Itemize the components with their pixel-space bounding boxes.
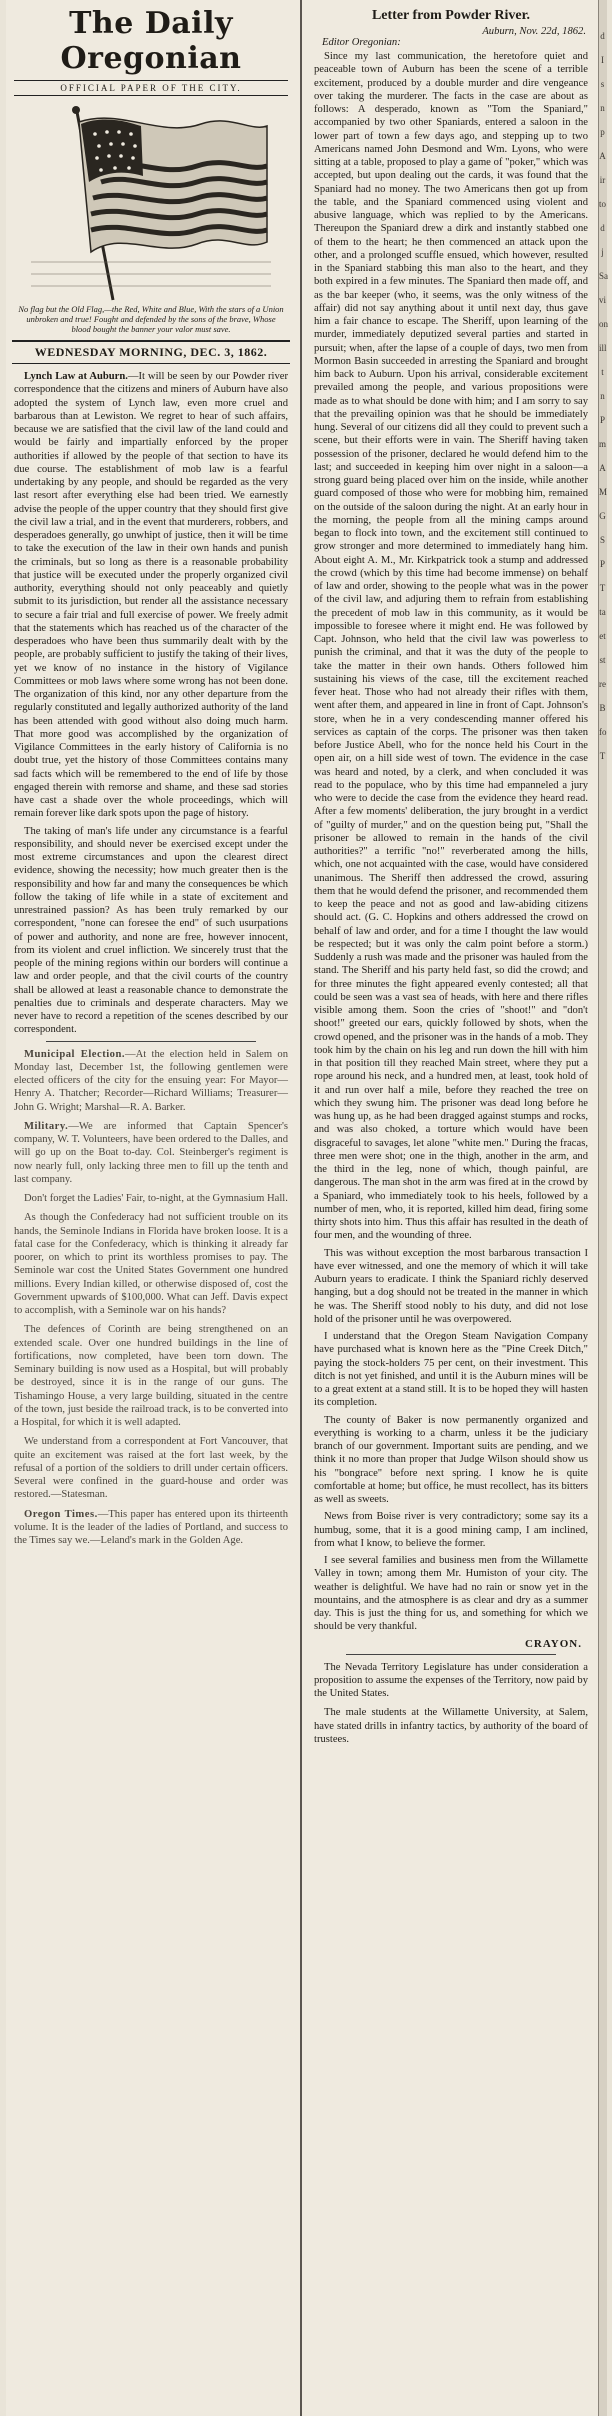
letter-headline: Letter from Powder River. xyxy=(371,8,531,23)
letter-paragraph: Since my last communication, the heretofore quiet and peaceable town of Auburn has been the scene of a terrible excitement, produced by a double murder and dire vengeance over taking the murderer. The facts in the case are about as follows: A desperado, known as "Tom the Spaniard," accompanied by two other Spaniards, entered a saloon in the lower part of town a few days ago, and stepping up to two Americans named John Desmond and Wm. Lyons, who were sitting at a table, proposed to play a game of "poker," which was accepted, but upon dealing out the cards, it was found that the Spaniard had no money. The two Americans then got up from the table, and the Spaniard commenced using violent and abusive language, which was replied to by the Americans. Thereupon the Spaniard drew a dirk and instantly stabbed one of them to the heart; he then commenced an attack upon the other, and a prolonged scuffle ensued, which however, resulted in the Spaniard stabbing this man also to the heart, and they both expired in a few minutes. The Spaniard then made off, and as the bar keeper (who, it seems, was the only witness of the affair) did not say anything about it until next day, thus gave him a fair chance to escape. The Sheriff, upon learning of the murder, immediately deputized several parties and started in pursuit; when, after the lapse of a couple of days, two men from Mormon Basin succeeded in arresting the Spaniard and brought him back to Auburn. Upon his arrival, considerable excitement prevailed among the people, and various propositions were made as to what should be done with him; and I am sorry to say that the prevailing opinion was that he should be immediately hung. Several of our citizens did all they could to prevent such a scene, but their efforts were in vain. The Sheriff having taken possession of the prisoner, declared he would defend him to the last; and succeeded in keeping him over night in a saloon—a strong guard being placed over him on the inside, while another guard composed of those who were for mobbing him, remained on the outside of the saloon during the night. At an early hour in the morning, the people from all the mining camps around began to flock into town, and the excitement still continued to grow stronger and more determined to immediately hang him. About eight A. M., Mr. Kirkpatrick took a stump and addressed the crowd (which by this time had become immense) on behalf of law and order, showing to the people what was in the power of the civil law, and adjuring them to refrain from establishing the precedent of mob law in this community, as it would be impossible to foresee where it might end. He was followed by Capt. Johnson, who held that the civil law was powerless to punish the criminal, and that it was the duty of the people to take the matter in their own hands. Others followed him sustaining his views of the case, till the excitement reached fever heat. Those who had not already their rifles with them, went after them, and appeared in line in front of Capt. Johnson's store, when he in a very condescending manner offered his services as captain of the corps. The prisoner was then taken before Justice Abell, who for the nonce held his Court in the open air, on a hill side west of town. The evidence in the case was heard and noted, by a clerk, and when concluded it was read to the populace, who by this time had empanneled a jury who were to decide the case from the evidence they heard read. After a few moments' deliberation, the jury brought in a verdict of "guilty of murder," and on the question being put, "Shall the prisoner be allowed to remain in the hands of the civil authorities?" a terrific "no!" reverberated among the hills, which, one not acquainted with the case, would have considered unanimous. The Sheriff then addressed the crowd, assuring them that he would defend the prisoner, and recommended them to keep the peace and not as good and law-abiding citizens should act. (G. C. Hopkins and others addressed the crowd on behalf of law and order, and for a time I thought the law would be respected; but it was only the calm point before a storm.) Suddenly a rush was made and the prisoner was hauled from the stand. The Sheriff and his party held fast, so did the crowd; and for three minutes the fight appeared evenly contested; all that could be seen was a vast sea of heads, with here and there rifles visible among them. Soon the cries of "shoot!" and "don't shoot!" greeted our ears, quickly followed by shots, when the crowd opened, and the prisoner was in the hands of a mob. They took him by the chain on his leg and run down the hill with him in that position till they reached Main street, where they put a rope around his neck, and a hundred men, at least, took hold of it and run over half a mile, before they reached the tree on which they swung him. The prisoner was dead long before he was hung up, as he had been dragged against stumps and rocks, and was also choked, a torture which would have been disgraceful to savages, let alone "white men." During the fracas, three men were shot; one in the thigh, another in the arm, and the third in the leg, none of which, though painful, are dangerous. The man shot in the arm was fired at in the crowd by a Spaniard, who immediately took to his heels, followed by a number of men, who, it is reported, killed him dead, firing some thirty shots into him. Thus this affair has resulted in the death of four men, and the wounding of three. xyxy=(314,51,588,1242)
brief-text: The defences of Corinth are being strengthened on an extended scale. Over one hundred buildings in the line of fortifications, now completed, have been torn down. The Seminary building is now used as a Hospital, but will probably be destroyed, since it is in the range of our guns. The Tishamingo House, a very large building, situated in the centre of the town, just beside the railroad track, is to be converted into a Hospital, for which it is well adapted. xyxy=(14,1324,288,1428)
letter-paragraph: This was without exception the most barbarous transaction I have ever witnessed, and one the memory of which it will take Auburn years to eradicate. I think the Spaniard richly deserved hanging, but a dog should not be treated in the manner in which he was. The Sheriff stood nobly to his duty, and did not lose hold of the prisoner until he was overpowered. xyxy=(314,1247,588,1325)
edge-fragment: fo xyxy=(599,727,607,737)
edge-fragment: ill xyxy=(599,343,607,353)
edge-fragment: t xyxy=(601,367,604,377)
issue-dateline: WEDNESDAY MORNING, DEC. 3, 1862. xyxy=(12,340,290,364)
article-paragraph: The taking of man's life under any circumstance is a fearful responsibility, and should never be exercised except under the most extreme circumstances and upon the clearest direct evidence, showing the necessity; how much greater then is the responsibility and how far and many the consequences be which follow the taking of life while in a state of excitement and unrestrained passion? As has been truly remarked by our correspondent, "none can foresee the end" of such usurpations of power and authority, and none are free, however innocent, from its violent and cruel infliction. We sincerely trust that the people of the mining regions within our borders will continue a law and order people, and that the civil courts of the country shall be allowed at least a reasonable chance to demonstrate the penalties due to criminals and desperate characters. May we never have to record a repetition of the scenes described by our correspondent. xyxy=(14,825,288,1036)
edge-fragment: ir xyxy=(599,175,606,185)
brief-text: —We are informed that Captain Spencer's company, W. T. Volunteers, have been ordered to the Dalles, and will go up on the Boat to-day. Col. Steinberger's regiment is now nearly full, only lacking three men to fill up the tenth and last company. xyxy=(14,1120,288,1185)
brief-text: We understand from a correspondent at Fort Vancouver, that quite an excitement was raised at the fort last week, by the refusal of a portion of the soldiers to drill under certain officers. Several were confined in the guard-house and order was restored.—Statesman. xyxy=(14,1436,288,1501)
brief-text: —At the election held in Salem on Monday last, December 1st, the following gentlemen were elected officers of the city for the ensuing year: For Mayor—Henry A. Thatcher; Recorder—Richard Williams; Treasurer—John G. Wright; Marshal—R. A. Barker. xyxy=(14,1048,289,1113)
article-lead: Lynch Law at Auburn. xyxy=(24,371,128,382)
brief-text: The male students at the Willamette University, at Salem, have stated drills in infantry tactics, by authority of the board of trustees. xyxy=(314,1707,588,1745)
edge-fragment: T xyxy=(599,751,606,761)
edge-fragment: j xyxy=(601,247,604,257)
edge-fragment: d xyxy=(600,223,605,233)
edge-fragment: re xyxy=(599,679,606,689)
edge-fragment: P xyxy=(599,415,605,425)
edge-fragment: M xyxy=(599,487,608,497)
article-paragraph xyxy=(14,370,288,821)
edge-fragment: s xyxy=(600,79,605,89)
brief-item xyxy=(14,1048,288,1114)
letter-paragraph: I see several families and business men from the Willamette Valley in town; among them Mr. Humiston of your city. The weather is delightful. We have had no rain or snow yet in the mountains, and the atmosphere is as clear and dry as a summer day. This is just the thing for us, and something for which we should be very thankful. xyxy=(314,1555,588,1633)
column-separator xyxy=(300,0,302,2416)
letter-paragraph: The county of Baker is now permanently organized and everything is working to a charm, unless it be the judiciary branch of our government. Important suits are pending, and we think it no more than proper that Judge Wilson should show us his "bongrace" before next spring. I know he is quite comfortable at home; but office, he must recollect, has its bitters as well as sweets. xyxy=(314,1414,588,1505)
edge-fragment: to xyxy=(599,199,607,209)
brief-item xyxy=(14,1211,288,1317)
brief-text: Don't forget the Ladies' Fair, to-night, at the Gymnasium Hall. xyxy=(24,1193,288,1204)
edge-fragment: et xyxy=(599,631,606,641)
flag-caption: No flag but the Old Flag,—the Red, White and Blue, With the stars of a Union unbroken and true! Fought and defended by the sons of the brave, Whose blood bought the banner your valor must save. xyxy=(18,304,284,334)
edge-fragment: on xyxy=(599,319,608,329)
edge-fragment: S xyxy=(599,535,605,545)
right-column xyxy=(306,0,596,2416)
edge-fragment: A xyxy=(599,151,606,161)
edge-fragment: d xyxy=(600,31,605,41)
brief-item xyxy=(314,1661,588,1701)
brief-head: Oregon Times. xyxy=(24,1508,98,1520)
official-paper-line: OFFICIAL PAPER OF THE CITY. xyxy=(14,80,288,96)
masthead-title: The Daily Oregonian xyxy=(60,6,242,76)
divider xyxy=(46,1041,256,1042)
edge-fragment: ta xyxy=(599,607,606,617)
brief-text: —This paper has entered upon its thirteenth volume. It is the leader of the ladies of Portland, and success to the Times say we.—Leland's mark in the Golden Age. xyxy=(14,1508,288,1546)
brief-item xyxy=(14,1323,288,1429)
edge-fragment: G xyxy=(599,511,606,521)
edge-fragment: I xyxy=(601,55,604,65)
edge-fragment: p xyxy=(600,127,605,137)
divider xyxy=(346,1654,556,1655)
letter-salutation: Editor Oregonian: xyxy=(322,37,401,48)
letter-place-date: Auburn, Nov. 22d, 1862. xyxy=(482,26,586,37)
letter-signature: CRAYON. xyxy=(524,1637,582,1650)
edge-fragment: T xyxy=(599,583,606,593)
edge-fragment: n xyxy=(600,103,605,113)
edge-fragment: A xyxy=(599,463,606,473)
article-text: —It will be seen by our Powder river correspondence that the citizens and miners of Auburn have also adopted the system of Lynch law, even more cruel and barbarous than at Lewiston. We regret to hear of such affairs, because we are satisfied that the civil law of the land could and would be fairly and impartially enforced by the proper authorities if allowed by the people of that section to have its due course. The establishment of mob law is a fearful undertaking by any people, and should be regarded as the very last resort after everything else had been tried. We earnestly advise the people of the upper country that they should first give the civil law a trial, and in the event that murderers, robbers, and desperadoes generally, go unwhipt of justice, then it will be time to take the execution of the law in their own hands and punish the criminals, but so long as there is a reasonable probability that justice will be executed under the properly organized civil authority, everything should not only peaceably and quietly submit to its jurisdiction, but render all the assistance necessary to secure a fair trial and full exercise of power. We freely admit that the statements which has reached us of the character of the desperadoes who have been thus summarily dealt with by the people, are probably sufficient to justify the taking of their lives, yet we know of no instance in the history of Vigilance Committees or mob laws where some wrong has not been done. The organization of this kind, nor any other departure from the regularly constituted and legally authorized authority of the land has been attended with good without also doing much harm. That more good was accomplished by the organization of Vigilance Committees in the early history of California is no doubt true, yet the history of those Committees contains many sad facts which will be remembered to the end of life by those engaged therein with remorse and shame, and these sad stories have cast a shade over the whole proceedings, which will remain forever like dark spots upon the page of history. xyxy=(14,371,288,820)
brief-item xyxy=(14,1435,288,1501)
edge-fragment: st xyxy=(599,655,606,665)
brief-head: Municipal Election. xyxy=(24,1048,126,1060)
edge-fragment: B xyxy=(599,703,606,713)
edge-fragment: vi xyxy=(599,295,607,305)
brief-text: As though the Confederacy had not sufficient trouble on its hands, the Seminole Indians in Florida have broken loose. It is a fatal case for the Confederacy, which is thinking it already far poorer, on which to print its worthless promises to pay. The Seminole war cost the United States Government one hundred millions. Every Indian killed, or otherwise disposed of, cost the Government upwards of $100,000. What can Jeff. Davis expect to accomplish, with a Seminole war on his hands? xyxy=(14,1212,288,1316)
letter-paragraph: I understand that the Oregon Steam Navigation Company have purchased what is known here as the "Pine Creek Ditch," paying the stock-holders 75 per cent, on their investment. This ditch is not yet finished, and until it is the Auburn mines will be to a great extent at a stand still. It is to be hoped they will hasten its completion. xyxy=(314,1331,588,1409)
brief-item xyxy=(14,1120,288,1186)
left-column xyxy=(6,0,296,2416)
brief-item xyxy=(314,1706,588,1746)
letter-body xyxy=(314,50,588,1634)
letter-paragraph: News from Boise river is very contradictory; some say its a humbug, some, that it is a good mining camp, I am inclined, from what I know, to believe the former. xyxy=(314,1511,588,1549)
brief-head: Military. xyxy=(24,1120,69,1132)
lynch-law-article xyxy=(14,370,288,1037)
brief-item xyxy=(14,1192,288,1205)
edge-fragment: Sa xyxy=(599,271,608,281)
edge-fragment: P xyxy=(599,559,605,569)
brief-text: The Nevada Territory Legislature has under consideration a proposition to assume the expenses of the Territory, now paid by the United States. xyxy=(314,1661,588,1699)
edge-fragment: m xyxy=(599,439,607,449)
flag-illustration xyxy=(31,102,271,302)
newspaper-page xyxy=(6,0,606,2416)
brief-item xyxy=(14,1508,288,1548)
adjacent-page-fragments xyxy=(599,24,606,768)
edge-fragment: n xyxy=(600,391,605,401)
